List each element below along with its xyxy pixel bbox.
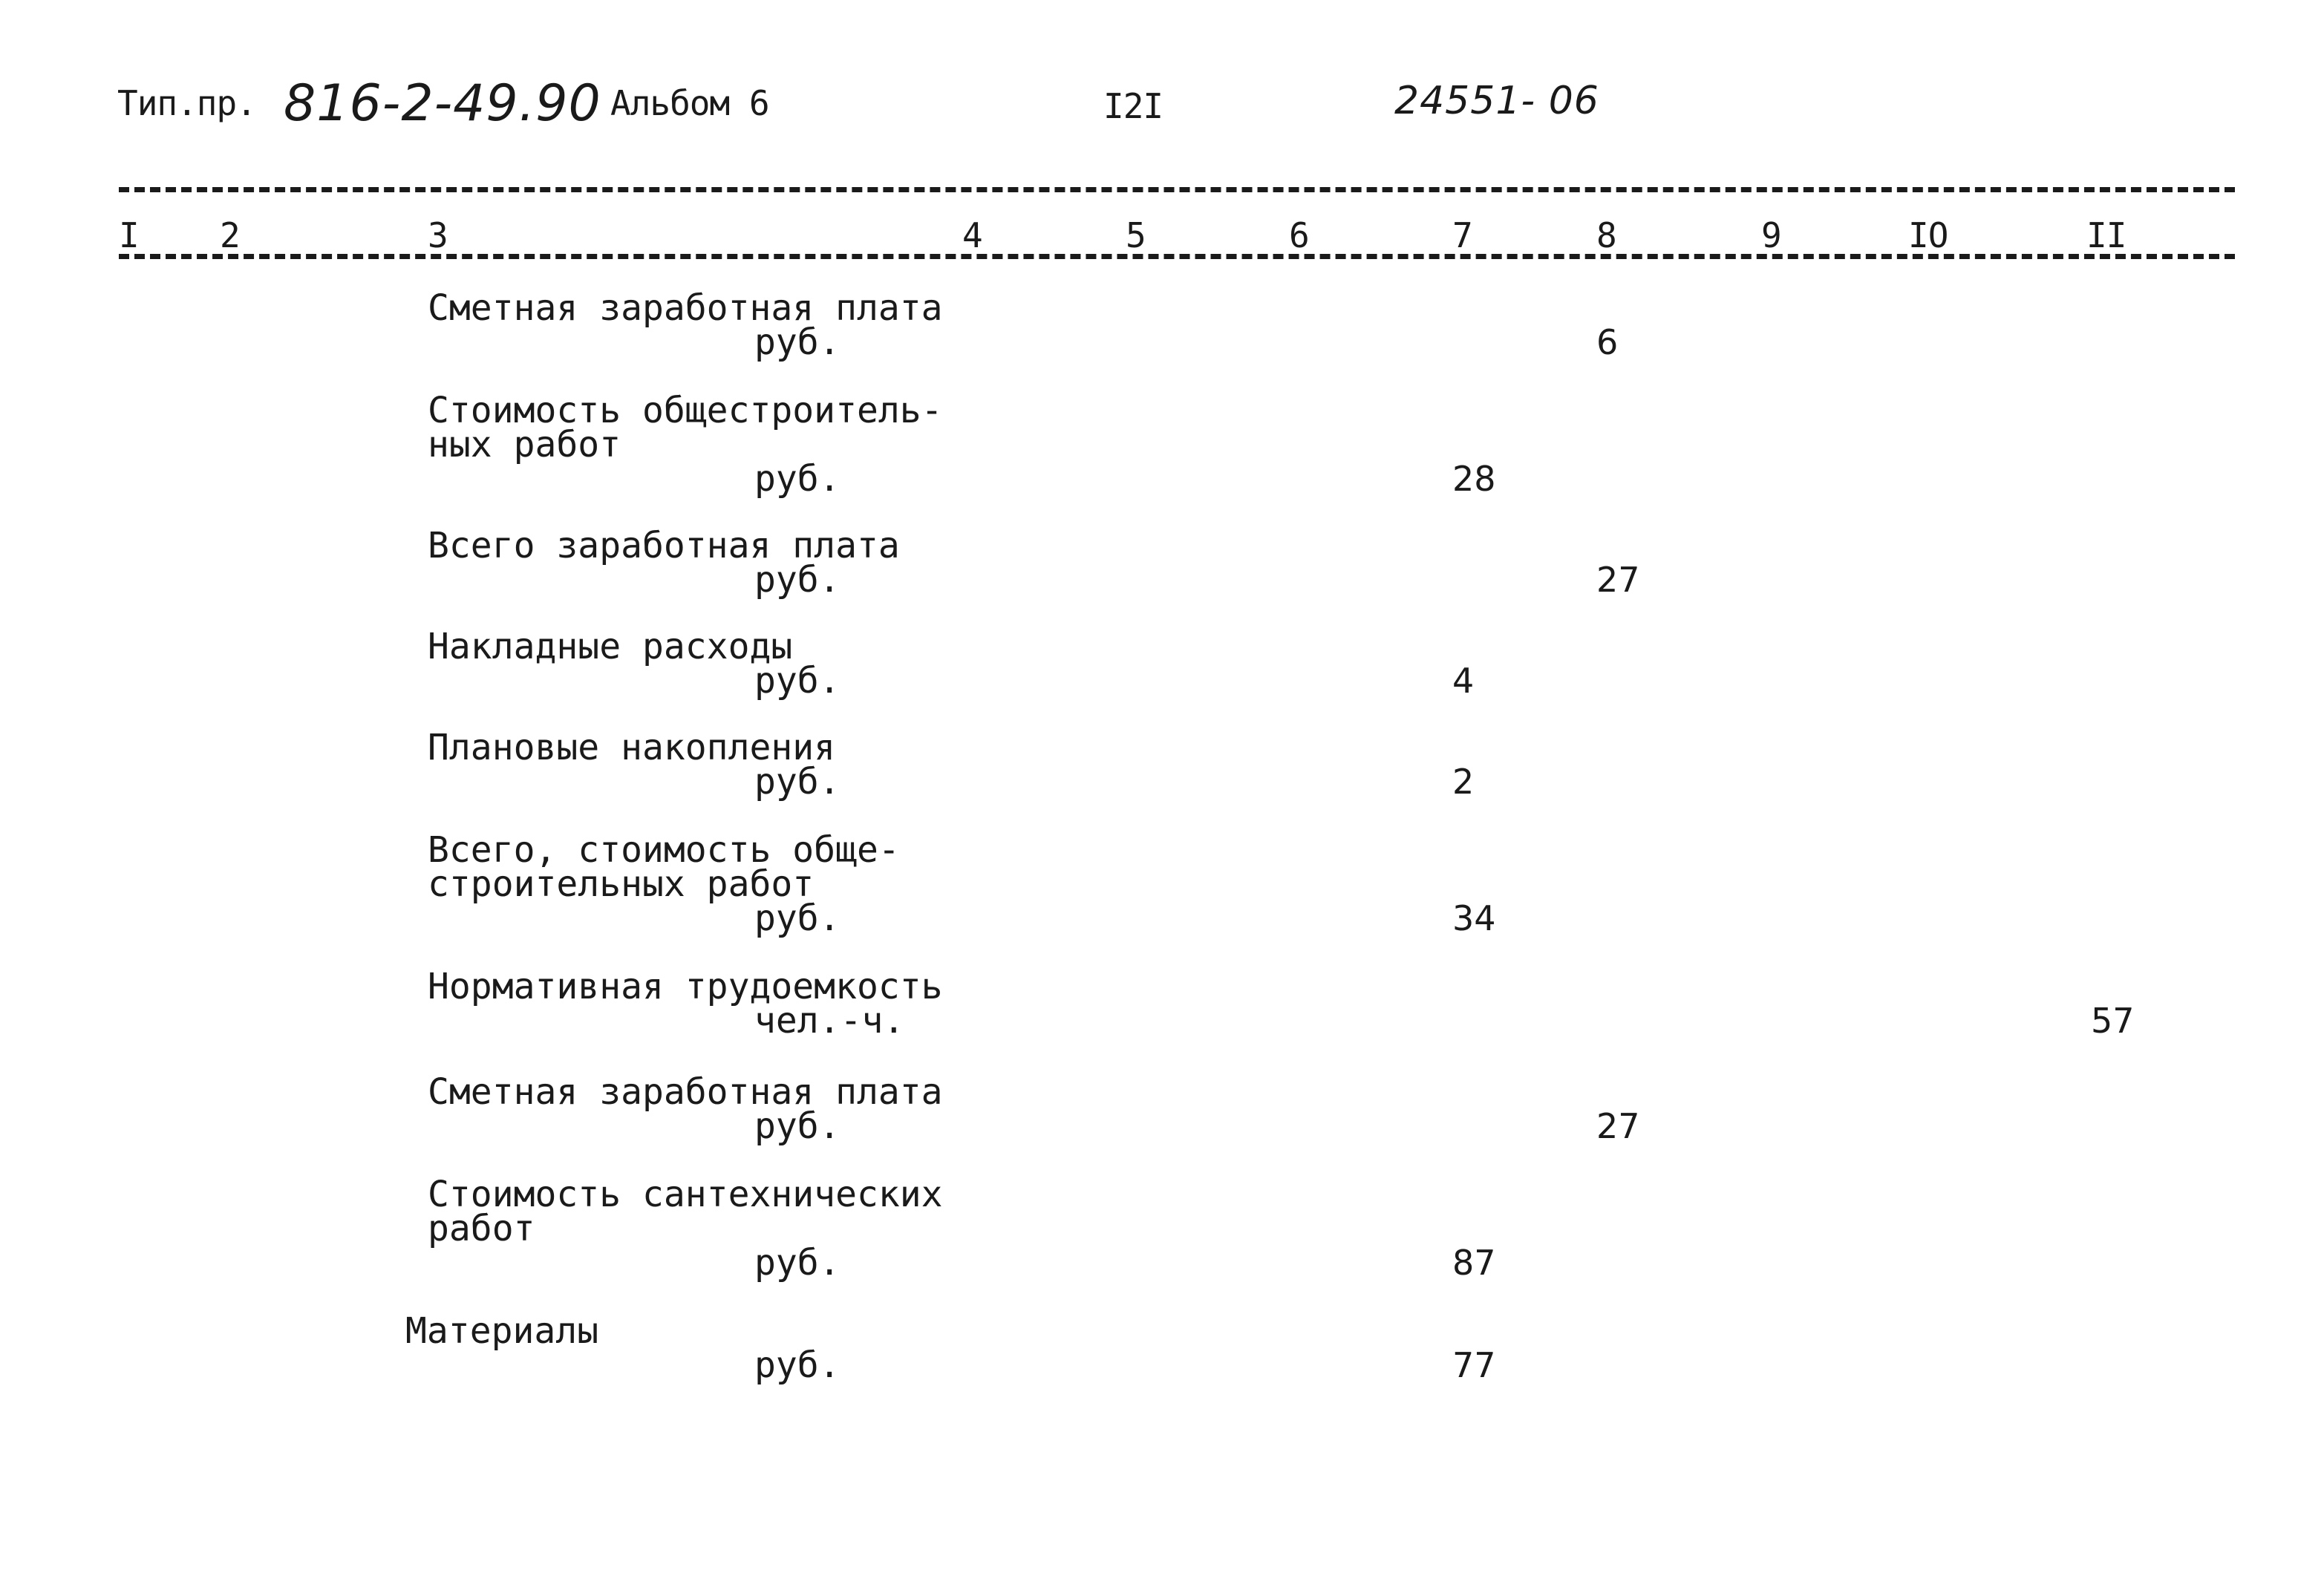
row-value: 57 (2091, 1001, 2135, 1041)
row-value: 4 (1452, 661, 1475, 701)
row-label-line: Всего, стоимость обще- (428, 829, 900, 871)
row-label (428, 829, 900, 905)
row-unit: руб. (754, 761, 841, 802)
row-label-line: работ (428, 1208, 535, 1249)
row-label-line: строительных работ (428, 863, 815, 905)
column-header-7: 7 (1452, 215, 1472, 255)
row-label (405, 1310, 599, 1352)
row-label-line: Сметная заработная плата (428, 1071, 943, 1113)
row-label (428, 390, 943, 465)
row-label-line: Сметная заработная плата (428, 287, 943, 329)
row-label (428, 727, 836, 768)
row-unit: руб. (754, 898, 841, 939)
page-number: I2I (1103, 86, 1163, 126)
row-unit: руб. (754, 1242, 841, 1284)
row-label-line: Стоимость общестроитель- (428, 390, 943, 431)
row-value: 27 (1596, 1106, 1640, 1146)
column-header-5: 5 (1126, 215, 1146, 255)
row-unit: руб. (754, 559, 841, 601)
column-header-8: 8 (1596, 215, 1616, 255)
row-value: 87 (1452, 1243, 1496, 1283)
header-underline-rule (119, 254, 2235, 259)
column-header-1: I (119, 215, 139, 255)
row-unit: чел.-ч. (754, 1000, 905, 1042)
column-header-11: II (2086, 215, 2126, 255)
row-value: 2 (1452, 762, 1475, 802)
column-header-2: 2 (220, 215, 240, 255)
column-header-3: 3 (428, 215, 448, 255)
row-label-line: Нормативная трудоемкость (428, 966, 943, 1007)
row-unit: руб. (754, 321, 841, 363)
header-prefix: Тип.пр. (117, 83, 256, 123)
album-label: Альбом 6 (610, 83, 769, 123)
row-label-line: ных работ (428, 424, 621, 465)
column-header-4: 4 (962, 215, 982, 255)
document-code: 24551- 06 (1394, 79, 1599, 123)
row-label-line: Материалы (405, 1310, 599, 1352)
row-label (428, 287, 943, 329)
row-label-line: Всего заработная плата (428, 525, 900, 566)
project-number: 816-2-49.90 (284, 74, 601, 133)
row-label (428, 1071, 943, 1113)
row-label (428, 525, 900, 566)
row-value: 28 (1452, 459, 1496, 499)
column-header-6: 6 (1289, 215, 1309, 255)
row-label-line: Плановые накопления (428, 727, 836, 768)
row-value: 34 (1452, 898, 1496, 938)
row-label (428, 626, 793, 667)
row-label (428, 966, 943, 1007)
column-header-10: IO (1908, 215, 1948, 255)
column-header-9: 9 (1761, 215, 1781, 255)
row-unit: руб. (754, 458, 841, 500)
row-value: 6 (1596, 322, 1619, 362)
row-unit: руб. (754, 1105, 841, 1147)
row-unit: руб. (754, 660, 841, 702)
top-rule (119, 187, 2235, 192)
row-unit: руб. (754, 1344, 841, 1386)
row-value: 27 (1596, 560, 1640, 600)
row-value: 77 (1452, 1345, 1496, 1385)
row-label-line: Стоимость сантехнических (428, 1174, 943, 1215)
row-label (428, 1174, 943, 1249)
row-label-line: Накладные расходы (428, 626, 793, 667)
